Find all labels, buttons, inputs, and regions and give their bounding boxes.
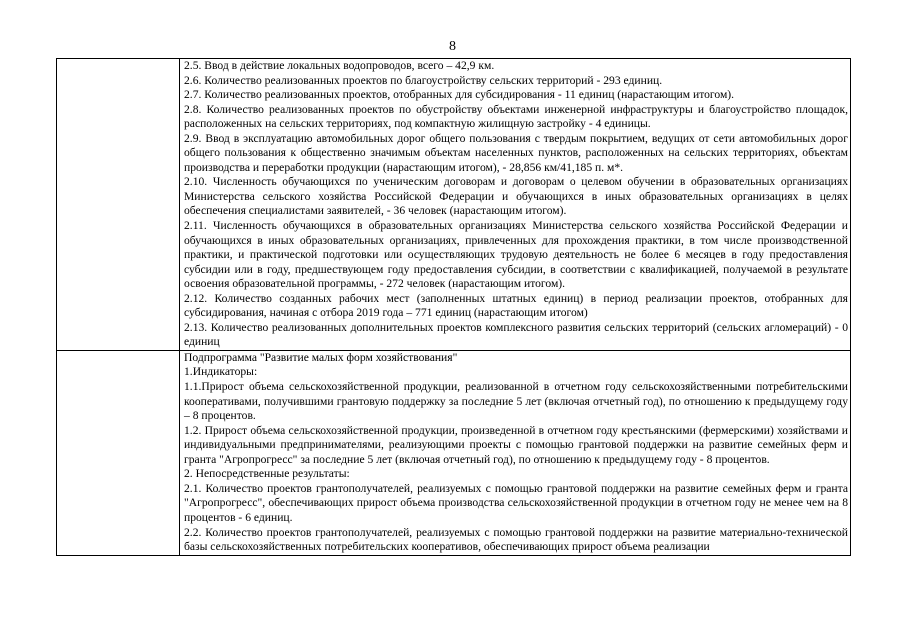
indicator-1-1: 1.1.Прирост объема сельскохозяйственной продукции, реализованной в отчетном году сельскохозяйственными потребительскими кооперативами, получившими грантовую поддержку за последние 5 лет (включая отчетный год), по отношению к предыдущему году – 8 процентов. <box>184 380 848 423</box>
result-2-2: 2.2. Количество проектов грантополучателей, реализуемых с помощью грантовой поддержки на развитие материально-технической базы сельскохозяйственных потребительских кооперативов, обеспечивающих прирост объема реализации <box>184 525 848 554</box>
result-2-11: 2.11. Численность обучающихся в образовательных организациях Министерства сельского хозяйства Российской Федерации и обучающихся в иных образовательных организациях, привлеченных для прохождения практики, в том числе производственной практики, и практической подготовки или осуществляющих трудовую деятельность не более 6 месяцев в году предоставления субсидии или в году, предшествующем году предоставления субсидии, в соответствии с квалификацией, получаемой в результате освоения образовательной программы, - 272 человек (нарастающим итогом). <box>184 219 848 291</box>
results-cell <box>180 59 851 351</box>
result-2-7: 2.7. Количество реализованных проектов, отобранных для субсидирования - 11 единиц (нарастающим итогом). <box>184 88 735 102</box>
page-number: 8 <box>449 39 456 54</box>
result-2-13: 2.13. Количество реализованных дополнительных проектов комплексного развития сельских территорий (сельских агломераций) - 0 единиц <box>184 320 848 349</box>
result-2-8: 2.8. Количество реализованных проектов по обустройству объектами инженерной инфраструктуры и благоустройство площадок, расположенных на сельских территориях, под компактную жилищную застройку - 4 единицы. <box>184 102 848 131</box>
results-heading: 2. Непосредственные результаты: <box>184 467 350 481</box>
empty-left-cell <box>57 59 180 351</box>
program-table <box>56 58 851 556</box>
result-2-10: 2.10. Численность обучающихся по ученическим договорам и договорам о целевом обучении в образовательных организациях Министерства сельского хозяйства Российской Федерации и обучающихся в иных образовательных организациях в целях обеспечения специалистами заявителей, - 36 человек (нарастающим итогом). <box>184 175 848 218</box>
table-row <box>57 350 851 555</box>
result-2-1: 2.1. Количество проектов грантополучателей, реализуемых с помощью грантовой поддержки на развитие семейных ферм и гранта "Агропрогресс", обеспечивающих прирост объема производства сельскохозяйственной продукции в отчетном году не менее чем на 8 процентов - 6 единиц. <box>184 481 848 524</box>
empty-left-cell <box>57 350 180 555</box>
result-2-12: 2.12. Количество созданных рабочих мест (заполненных штатных единиц) в период реализации проектов, отобранных для субсидирования, начиная с отбора 2019 года – 771 единиц (нарастающим итогом) <box>184 291 848 320</box>
result-2-5: 2.5. Ввод в действие локальных водопроводов, всего – 42,9 км. <box>184 59 495 72</box>
subprogram-title: Подпрограмма "Развитие малых форм хозяйствования" <box>184 350 458 364</box>
table-row <box>57 59 851 351</box>
subprogram-cell <box>180 350 851 555</box>
indicators-heading: 1.Индикаторы: <box>184 365 258 379</box>
result-2-6: 2.6. Количество реализованных проектов по благоустройству сельских территорий - 293 единиц. <box>184 73 663 87</box>
indicator-1-2: 1.2. Прирост объема сельскохозяйственной продукции, произведенной в отчетном году крестьянскими (фермерскими) хозяйствами и индивидуальными предпринимателями, реализующими проекты с помощью грантовой поддержки на развитие семейных ферм и гранта "Агропрогресс" за последние 5 лет (включая отчетный год), по отношению к предыдущему году - 8 процентов. <box>184 423 848 466</box>
result-2-9: 2.9. Ввод в эксплуатацию автомобильных дорог общего пользования с твердым покрытием, ведущих от сети автомобильных дорог общего пользования к общественно значимым объектам населенных пунктов, расположенных на сельских территориях, объектам производства и переработки продукции (нарастающим итогом), - 28,856 км/41,185 п. м*. <box>184 131 848 174</box>
